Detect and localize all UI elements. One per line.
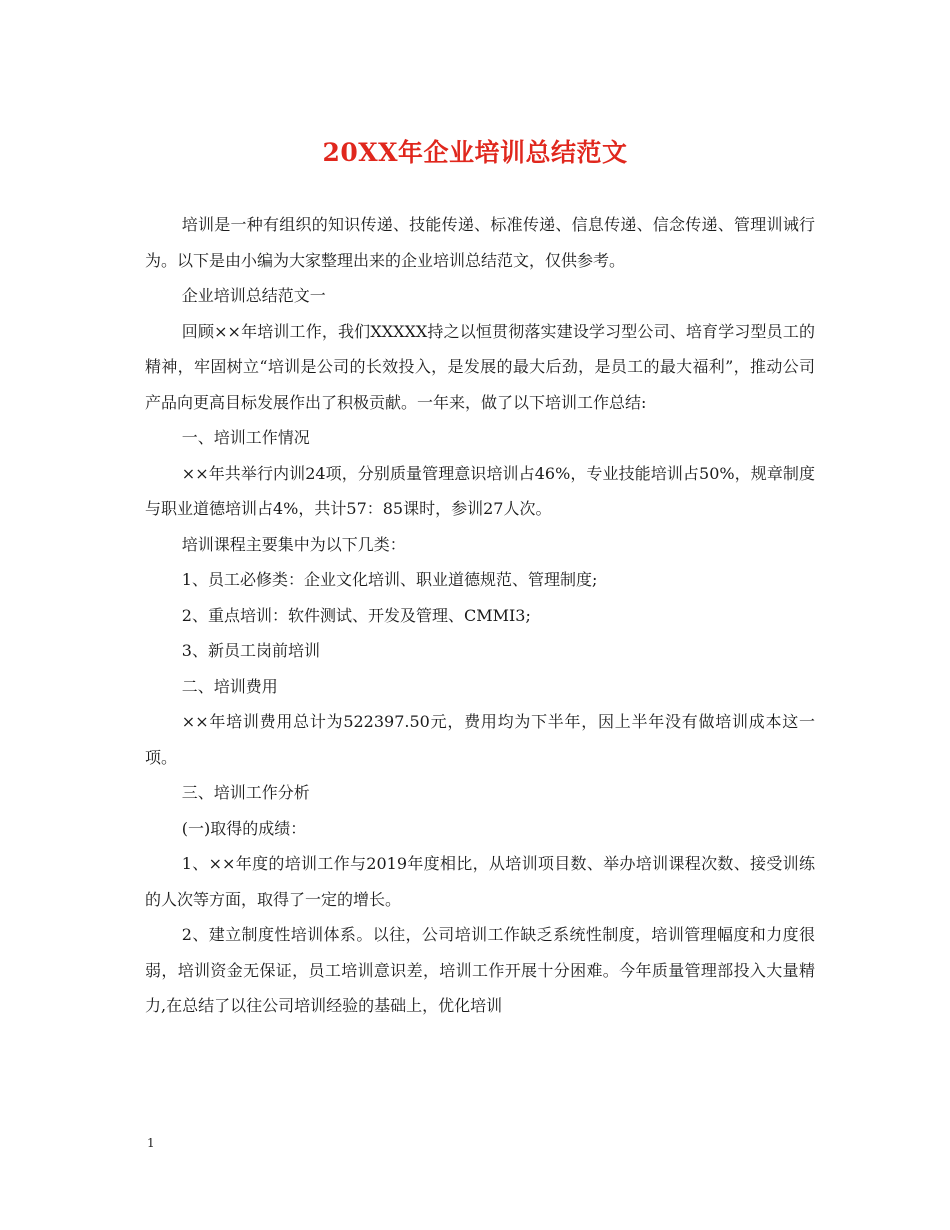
paragraph-subheading-achievements: (一)取得的成绩： [181,818,307,838]
paragraph-heading-2: 二、培训费用 [181,676,278,696]
paragraph-course-categories: 培训课程主要集中为以下几类： [181,534,406,554]
paragraph-training-cost: ××年培训费用总计为522397.50元，费用均为下半年，因上半年没有做培训成本这一项。 [145,712,815,767]
paragraph-achievement-2: 2、建立制度性培训体系。以往，公司培训工作缺乏系统性制度，培训管理幅度和力度很弱，培训资金无保证，员工培训意识差，培训工作开展十分困难。今年质量管理部投入大量精力,在总结了以往公司培训经验的基础上，优化培训 [145,925,815,1015]
page-number: 1 [147,1136,155,1150]
paragraph-heading-1: 一、培训工作情况 [181,428,310,447]
paragraph-intro: 培训是一种有组织的知识传递、技能传递、标准传递、信息传递、信念传递、管理训诫行为。以下是由小编为大家整理出来的企业培训总结范文，仅供参考。 [145,215,815,270]
document-body [145,207,815,1024]
paragraph-item-1: 1、员工必修类：企业文化培训、职业道德规范、管理制度; [181,570,598,589]
paragraph-achievement-1: 1、××年度的培训工作与2019年度相比，从培训项目数、举办培训课程次数、接受训练的人次等方面，取得了一定的增长。 [145,854,815,909]
paragraph-item-3: 3、新员工岗前培训 [181,641,320,660]
paragraph-section-heading: 企业培训总结范文一 [181,286,326,305]
document-title: 20XX年企业培训总结范文 [322,138,628,167]
paragraph-heading-3: 三、培训工作分析 [181,783,310,802]
paragraph-training-stats: ××年共举行内训24项，分别质量管理意识培训占46%，专业技能培训占50%，规章制度与职业道德培训占4%，共计57：85课时，参训27人次。 [145,463,815,518]
paragraph-review: 回顾××年培训工作，我们XXXXX持之以恒贯彻落实建设学习型公司、培育学习型员工的精神，牢固树立“培训是公司的长效投入，是发展的最大后劲，是员工的最大福利”，推动公司产品向更高目标发展作出了积极贡献。一年来，做了以下培训工作总结: [145,321,815,412]
paragraph-item-2: 2、重点培训：软件测试、开发及管理、CMMI3; [181,605,531,625]
